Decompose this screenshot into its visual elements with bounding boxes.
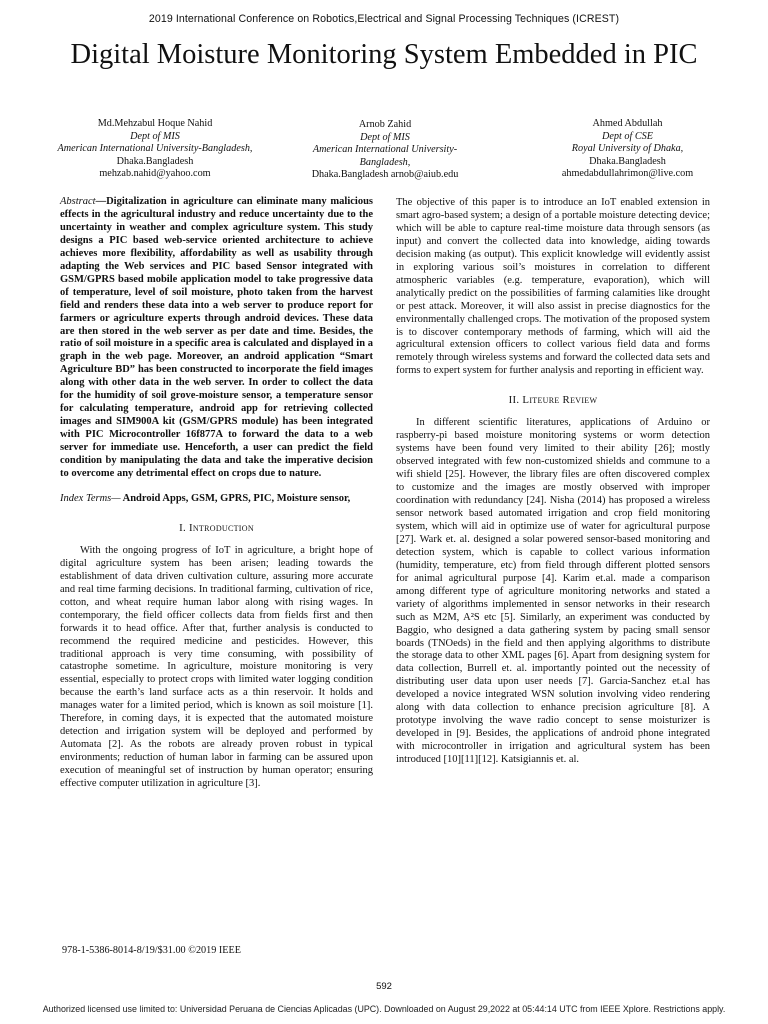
abstract-label: Abstract (60, 196, 96, 207)
author-name: Arnob Zahid (358, 119, 412, 130)
paper-title: Digital Moisture Monitoring System Embedded in PIC (70, 39, 698, 70)
right-column (396, 197, 710, 767)
objective-paragraph: The objective of this paper is to introduce an IoT enabled extension in smart agro-based system; a design of a portable moisture detecting device; which will be able to capture real-time moisture data through sensors (as input) and convert the collected data into knowledge, aiding towards decision making (as output). This explicit knowledge will evidently assist in exploring various soil’s moistures in correlation to different atmospheric variables (e.g. temperature, evaporation), which will analytically predict on the possibilities of farming calamities like drought or pest attack. Moreover, it will also assist in precise diagnostics for the environmentally challenged crops. The motivation of the proposed system is to discover contemporary methods of farming, which will aid the agricultural extension officers to collect various field data and forms remotely through wireless systems and forward the collected data sets and forms to expert system for further analysis and reporting in efficient way. (396, 197, 710, 377)
author-institution: American International University-Bangladesh, (57, 143, 253, 155)
index-terms (60, 493, 373, 506)
page-number: 592 (376, 981, 392, 992)
author-email: mehzab.nahid@yahoo.com (99, 168, 211, 180)
author-block-2 (290, 119, 480, 182)
literature-review-paragraph: In different scientific literatures, applications of Arduino or raspberry-pi based moisture monitoring systems or worm detection systems have been found very limited to their ability [26]; mostly observed integrated with few non-customized shields and commune to a wifi shield [25]. However, the library files are often discovered complex to customize and the images are mostly observed with improper coordination with redundancy [24]. Nisha (2014) has proposed a wireless sensor network based automated irrigation and crop field monitoring system, which will aid in optimize use of water for agricultural purpose [27]. Wark et. al. designed a solar powered sensor-based monitoring and detection system, which is capable to collect various information (humidity, temperature, etc) from field through different plotted sensors for animal agricultural purpose [4]. Karim et.al. made a comparison among different type of agriculture monitoring networks and stated a variety of algorithms implemented in sensor networks in their research such as M2M, A²S etc [5]. Similarly, an experiment was conducted by Baggio, who designed a data gathering system by pacing small sensor boards (TNOeds) in the field and then applying algorithms to distribute the storage data to other XML pages [6]. Apart from designing system for data collection, Burrell et. al. importantly pointed out the necessity of distributing user data upon user needs [7]. Garcia-Sanchez et.al has developed a novice integrated WSN solution involving video rendering along with data collection to enhance precision agriculture [8]. A prototype involving the wave radio concept to sense moisturizer is developed in [9]. Besides, the applications of android phone integrated with microcontroller in irrigation and agricultural system has been introduced [10][11][12]. Katsigiannis et. al. (396, 417, 710, 766)
author-dept: Dept of MIS (360, 131, 410, 143)
author-block-1 (55, 118, 255, 181)
author-location: Dhaka.Bangladesh (589, 155, 666, 167)
introduction-paragraph: With the ongoing progress of IoT in agriculture, a bright hope of digital agriculture system has been arisen; leading towards the establishment of data driven cultivation culture, assuring more accurate and real time farming decisions. In traditional farming, cultivation of rice, cotton, and wheat require human labor along with rising wages. In contemporary, the field officer collects data from fields first and then forwards it to head office. After that, further analysis is conducted to recommend the required medicine and pesticides. However, this traditional approach is very time consuming, with possibility of catastrophe sometime. In agriculture, moisture monitoring is very essential, especially to protect crops with limited water logging condition because the earth’s land surface acts as a thin reservoir. It holds and manages water for a limited period, which is known as soil moisture [1]. Therefore, in coming days, it is expected that the automated moisture detection and irrigation system will be deployed and performed by Automata [2]. As the robots are already proven robust in typical environments; reduction of human labor in farming can be assured upon execution of meaningful set of instruction by human operator; ensuring effective computer utilization in agriculture [3]. (60, 544, 373, 790)
index-terms-label: Index Terms— (60, 492, 121, 504)
author-institution: American International University-Bangladesh, (312, 144, 458, 168)
author-name: Md.Mehzabul Hoque Nahid (97, 118, 213, 129)
author-name: Ahmed Abdullah (592, 118, 663, 129)
author-email: ahmedabdullahrimon@live.com (561, 168, 694, 180)
section-heading-introduction: I. Introduction (179, 521, 254, 534)
author-location: Dhaka.Bangladesh (116, 155, 194, 167)
left-column (60, 196, 373, 791)
author-dept: Dept of CSE (602, 130, 653, 142)
conference-header: 2019 International Conference on Robotics,Electrical and Signal Processing Techniques (ICREST) (148, 13, 620, 25)
abstract-text: —Digitalization in agriculture can eliminate many malicious effects in the agricultural industry and reduce uncertainty due to the uncertainty in weather and complex agriculture system. This study designs a PIC based web-service oriented architecture to achieve achieves more flexibility, affordability as well as usability through adapting the Web services and PIC based Sensor integrated with GSM/GPRS based mobile application model to take progressive data of temperature, level of soil moisture, photo taken from the harvest field and renders these data into a web server to produce report for farmers or agriculture experts through android devices. These data are then stored in the web server as per date and time. Besides, the ratio of soil moisture in a specific area is calculated and displayed in a graph in the web page. Moreover, an android application “Smart Agriculture BD” has been constructed to incorporate the field images along with other data in the web server. In order to collect the data for the humidity of soil grove-moisture sensor, a temperature sensor for calculating temperature, android app for retrieving collected images and SIM900A kit (GSM/GPRS module) has been integrated with PIC Microcontroller 16f877A to forward the data to a web server for immediate use. Henceforth, a user can predict the field condition by manipulating the data and take the imperative decision to overcome any detrimental effect on crops due to nature. (60, 196, 373, 480)
author-dept: Dept of MIS (130, 130, 180, 142)
copyright-notice: 978-1-5386-8014-8/19/$31.00 ©2019 IEEE (62, 945, 241, 956)
license-footer: Authorized licensed use limited to: Universidad Peruana de Ciencias Aplicadas (UPC). Downloaded on August 29,2022 at 05:44:14 UTC from IEEE Xplore. Restrictions apply. (42, 1004, 726, 1014)
index-terms-text: Android Apps, GSM, GPRS, PIC, Moisture sensor, (120, 492, 351, 504)
abstract (60, 196, 373, 481)
author-location-email: Dhaka.Bangladesh arnob@aiub.edu (311, 169, 459, 181)
section-heading-literature-review: II. Liteure Review (508, 394, 598, 407)
author-institution: Royal University of Dhaka, (571, 143, 684, 155)
author-block-3 (545, 118, 710, 181)
